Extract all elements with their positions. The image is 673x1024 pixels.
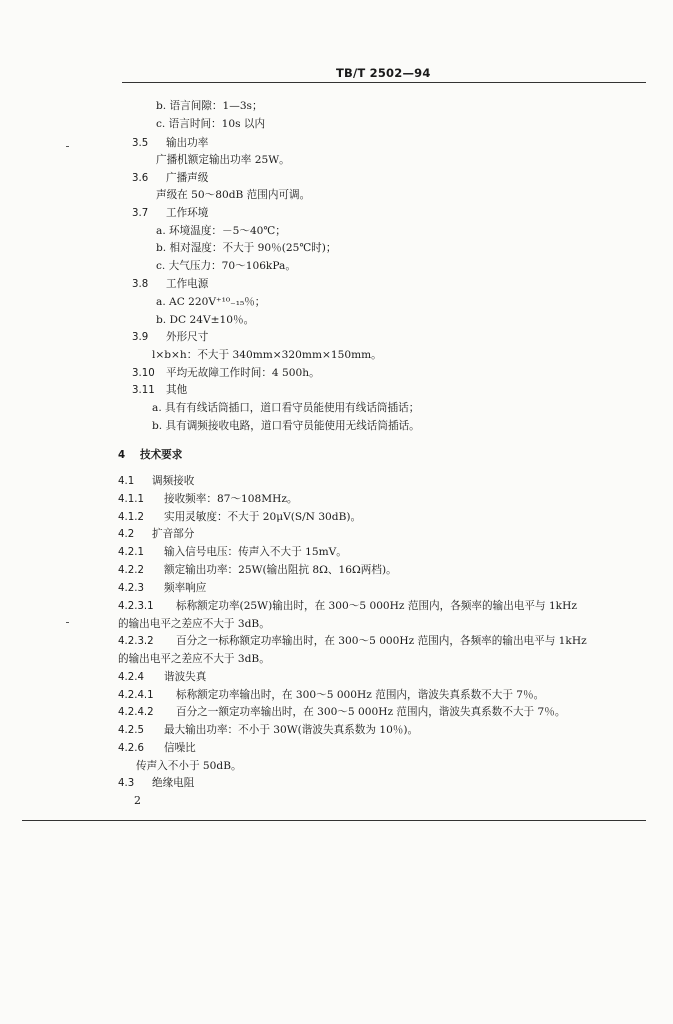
- scan-speck: [66, 146, 69, 147]
- clause-text: 百分之一标称额定功率输出时，在 300～5 000Hz 范围内，各频率的输出电平与 1kHz: [176, 635, 587, 647]
- clause-number: 4.3: [118, 778, 135, 789]
- clause-number: 4.2.5: [118, 725, 144, 736]
- line-s3-11-a: [152, 402, 419, 415]
- line-s4-1-1: [118, 493, 298, 506]
- clause-text: 绝缘电阻: [152, 777, 195, 789]
- clause-text: l×b×h：不大于 340mm×320mm×150mm。: [152, 349, 382, 361]
- clause-text: 额定输出功率：25W(输出阻抗 8Ω、16Ω两档)。: [164, 564, 397, 576]
- line-s4: [118, 449, 182, 462]
- line-s3-11: [132, 384, 187, 397]
- clause-number: 4.2.1: [118, 547, 144, 558]
- clause-number: 4.2.4: [118, 672, 144, 683]
- clause-text: 声级在 50～80dB 范围内可调。: [156, 189, 311, 201]
- clause-text: 百分之一额定功率输出时，在 300～5 000Hz 范围内，谐波失真系数不大于 7％。: [176, 706, 566, 718]
- line-s4-3: [118, 777, 194, 790]
- clause-number: 4.1.1: [118, 494, 144, 505]
- clause-number: 4: [118, 450, 126, 461]
- line-s3-6-body: [156, 189, 310, 202]
- line-s4-2: [118, 528, 194, 541]
- line-b-interval: [156, 100, 263, 113]
- line-s3-10: [132, 367, 320, 380]
- clause-text: c. 大气压力：70～106kPa。: [156, 260, 296, 272]
- clause-number: 4.1.2: [118, 512, 144, 523]
- line-s4-2-5: [118, 724, 418, 737]
- line-s4-2-3: [118, 582, 206, 595]
- line-s3-7-b: [156, 242, 337, 255]
- clause-text: 工作环境: [166, 207, 209, 219]
- clause-text: 谐波失真: [164, 671, 207, 683]
- line-s4-2-3-1b: [118, 618, 270, 631]
- clause-text: 实用灵敏度：不大于 20μV(S/N 30dB)。: [164, 511, 362, 523]
- clause-text: 的输出电平之差应不大于 3dB。: [118, 618, 270, 630]
- clause-number: 4.2.3.2: [118, 636, 154, 647]
- line-s4-2-4-1: [118, 689, 544, 702]
- line-s3-7-a: [156, 225, 286, 238]
- clause-number: 4.2.4.1: [118, 690, 154, 701]
- line-s3-8-a: [156, 296, 265, 309]
- document-code: TB/T 2502—94: [336, 66, 431, 80]
- clause-number: 3.5: [132, 138, 149, 149]
- line-s4-2-4-2: [118, 706, 565, 719]
- clause-number: 3.9: [132, 332, 149, 343]
- line-s4-1: [118, 475, 194, 488]
- clause-text: 传声入不小于 50dB。: [136, 760, 242, 772]
- page-number: 2: [134, 794, 141, 807]
- clause-text: b. 相对湿度：不大于 90％(25℃时)；: [156, 242, 337, 254]
- clause-number: 4.2.4.2: [118, 707, 154, 718]
- clause-text: 其他: [166, 384, 188, 396]
- line-s3-11-b: [152, 420, 420, 433]
- clause-text: b. 语言间隙：1—3s；: [156, 100, 263, 112]
- line-s3-7: [132, 207, 208, 220]
- line-s3-6: [132, 172, 208, 185]
- clause-text: 平均无故障工作时间：4 500h。: [166, 367, 320, 379]
- line-s4-2-6-body: [136, 760, 242, 773]
- clause-text: 广播机额定输出功率 25W。: [156, 154, 290, 166]
- line-s3-5: [132, 137, 208, 150]
- line-s3-8-b: [156, 314, 254, 327]
- line-s4-2-2: [118, 564, 397, 577]
- clause-text: 接收频率：87～108MHz。: [164, 493, 298, 505]
- header-rule: [122, 82, 646, 83]
- scan-speck: [66, 622, 69, 623]
- clause-number: 4.2.3.1: [118, 601, 154, 612]
- clause-text: 技术要求: [140, 449, 183, 461]
- line-s3-7-c: [156, 260, 296, 273]
- line-s4-2-3-1: [118, 600, 577, 613]
- clause-text: b. DC 24V±10％。: [156, 314, 255, 326]
- clause-text: 外形尺寸: [166, 331, 209, 343]
- clause-number: 3.11: [132, 385, 155, 396]
- clause-text: 频率响应: [164, 582, 207, 594]
- clause-number: 4.2.6: [118, 743, 144, 754]
- clause-text: c. 语言时间：10s 以内: [156, 118, 266, 130]
- line-c-time: [156, 118, 265, 131]
- clause-text: b. 具有调频接收电路，道口看守员能使用无线话筒插话。: [152, 420, 420, 432]
- clause-text: 标称额定功率输出时，在 300～5 000Hz 范围内，谐波失真系数不大于 7％。: [176, 689, 545, 701]
- line-s3-9: [132, 331, 208, 344]
- clause-number: 4.2: [118, 529, 135, 540]
- clause-text: 最大输出功率：不小于 30W(谐波失真系数为 10％)。: [164, 724, 419, 736]
- line-s4-1-2: [118, 511, 361, 524]
- clause-text: 的输出电平之差应不大于 3dB。: [118, 653, 270, 665]
- clause-text: 输入信号电压：传声入不大于 15mV。: [164, 546, 347, 558]
- line-s4-2-4: [118, 671, 206, 684]
- line-s3-5-body: [156, 154, 290, 167]
- clause-number: 3.10: [132, 368, 155, 379]
- line-s4-2-6: [118, 742, 196, 755]
- clause-text: 工作电源: [166, 278, 209, 290]
- clause-text: a. 环境温度：－5～40℃；: [156, 225, 286, 237]
- clause-number: 3.8: [132, 279, 149, 290]
- clause-number: 4.2.3: [118, 583, 144, 594]
- clause-text: 扩音部分: [152, 528, 195, 540]
- clause-text: a. 具有有线话筒插口，道口看守员能使用有线话筒插话；: [152, 402, 420, 414]
- line-s4-2-3-2: [118, 635, 587, 648]
- clause-number: 3.6: [132, 173, 149, 184]
- clause-number: 3.7: [132, 208, 149, 219]
- clause-text: 输出功率: [166, 137, 209, 149]
- line-s3-8: [132, 278, 208, 291]
- line-s4-2-3-2b: [118, 653, 270, 666]
- footer-rule: [22, 820, 646, 821]
- clause-text: 信噪比: [164, 742, 196, 754]
- clause-text: 标称额定功率(25W)输出时，在 300～5 000Hz 范围内，各频率的输出电平与 1kHz: [176, 600, 577, 612]
- clause-text: 广播声级: [166, 172, 209, 184]
- line-s3-9-body: [152, 349, 382, 362]
- line-s4-2-1: [118, 546, 347, 559]
- clause-number: 4.1: [118, 476, 135, 487]
- clause-number: 4.2.2: [118, 565, 144, 576]
- clause-text: 调频接收: [152, 475, 195, 487]
- clause-text: a. AC 220V⁺¹⁰₋₁₅％；: [156, 296, 266, 308]
